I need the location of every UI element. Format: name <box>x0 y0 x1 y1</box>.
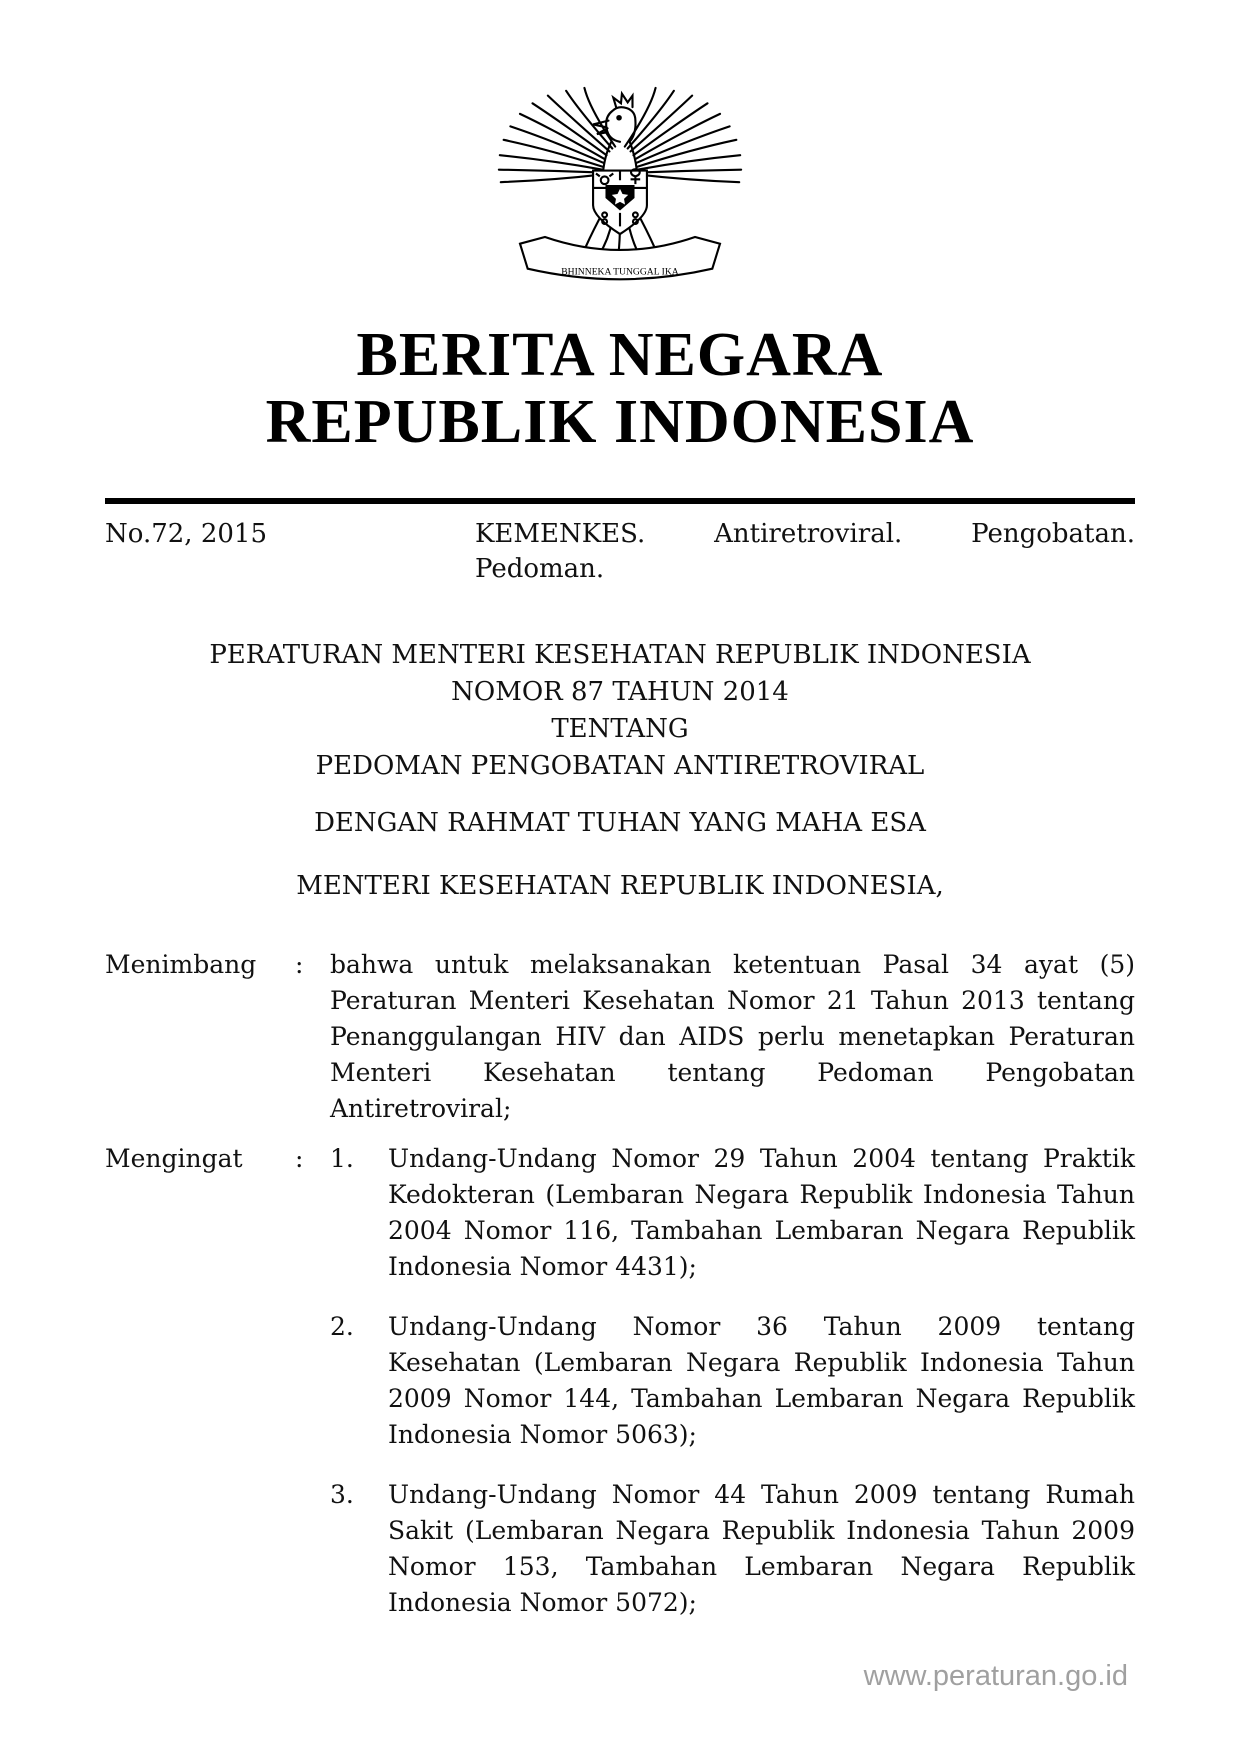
remembering-item-2-text: Undang-Undang Nomor 36 Tahun 2009 tentang Kesehatan (Lembaran Negara Republik Indonesia Tahun 2009 Nomor 144, Tambahan Lembaran Negara Republik Indonesia Nomor 5063); <box>388 1312 1135 1449</box>
footer-url: www.peraturan.go.id <box>863 1660 1128 1692</box>
remembering-item-2 <box>330 1309 1135 1453</box>
garuda-pancasila-emblem <box>485 86 755 286</box>
subject-term-4: Pedoman. <box>475 554 605 584</box>
remembering-item-2-number: 2. <box>330 1312 354 1341</box>
page-content <box>0 86 1240 1645</box>
issue-row <box>105 517 1135 587</box>
regulation-title-line2: NOMOR 87 TAHUN 2014 <box>451 677 789 707</box>
issue-subject-line1 <box>475 517 1135 552</box>
remembering-item-1-text: Undang-Undang Nomor 29 Tahun 2004 tentang Praktik Kedokteran (Lembaran Negara Republik Indonesia Tahun 2004 Nomor 116, Tambahan Lembaran Negara Republik Indonesia Nomor 4431); <box>388 1144 1135 1281</box>
masthead-divider-rule <box>105 498 1135 504</box>
considering-colon: : <box>295 950 304 979</box>
regulation-title-block <box>105 637 1135 785</box>
emblem-motto: BHINNEKA TUNGGAL IKA <box>561 266 679 278</box>
remembering-item-3 <box>330 1477 1135 1621</box>
subject-term-2: Antiretroviral. <box>714 519 903 549</box>
considering-label: Menimbang <box>105 950 257 979</box>
garuda-emblem-svg <box>485 86 755 286</box>
gazette-title-line2: REPUBLIK INDONESIA <box>265 388 975 456</box>
gazette-title-line1: BERITA NEGARA <box>356 321 884 389</box>
regulation-title-line4: PEDOMAN PENGOBATAN ANTIRETROVIRAL <box>315 751 925 781</box>
remembering-item-1-number: 1. <box>330 1144 354 1173</box>
authority-line: MENTERI KESEHATAN REPUBLIK INDONESIA, <box>296 871 944 901</box>
invocation-line: DENGAN RAHMAT TUHAN YANG MAHA ESA <box>314 808 926 838</box>
subject-term-1: KEMENKES. <box>475 519 646 549</box>
remembering-item-3-number: 3. <box>330 1480 354 1509</box>
considering-text: bahwa untuk melaksanakan ketentuan Pasal 34 ayat (5) Peraturan Menteri Kesehatan Nomor 21 Tahun 2013 tentang Penanggulangan HIV dan AIDS perlu menetapkan Peraturan Menteri Kesehatan tentang Pedoman Pengobatan Antiretroviral; <box>330 950 1135 1123</box>
considering-section <box>105 947 1135 1127</box>
issue-subject-terms <box>475 517 1135 587</box>
gazette-masthead-title <box>105 322 1135 456</box>
remembering-item-3-text: Undang-Undang Nomor 44 Tahun 2009 tentang Rumah Sakit (Lembaran Negara Republik Indonesia Tahun 2009 Nomor 153, Tambahan Lembaran Negara Republik Indonesia Nomor 5072); <box>388 1480 1135 1617</box>
remembering-section <box>105 1141 1135 1645</box>
remembering-item-1 <box>330 1141 1135 1285</box>
remembering-colon: : <box>295 1144 304 1173</box>
regulation-title-line1: PERATURAN MENTERI KESEHATAN REPUBLIK INDONESIA <box>209 640 1031 670</box>
issue-number: No.72, 2015 <box>105 519 267 549</box>
subject-term-3: Pengobatan. <box>971 519 1135 549</box>
remembering-items <box>330 1141 1135 1645</box>
remembering-label: Mengingat <box>105 1144 243 1173</box>
regulation-title-line3: TENTANG <box>551 714 689 744</box>
